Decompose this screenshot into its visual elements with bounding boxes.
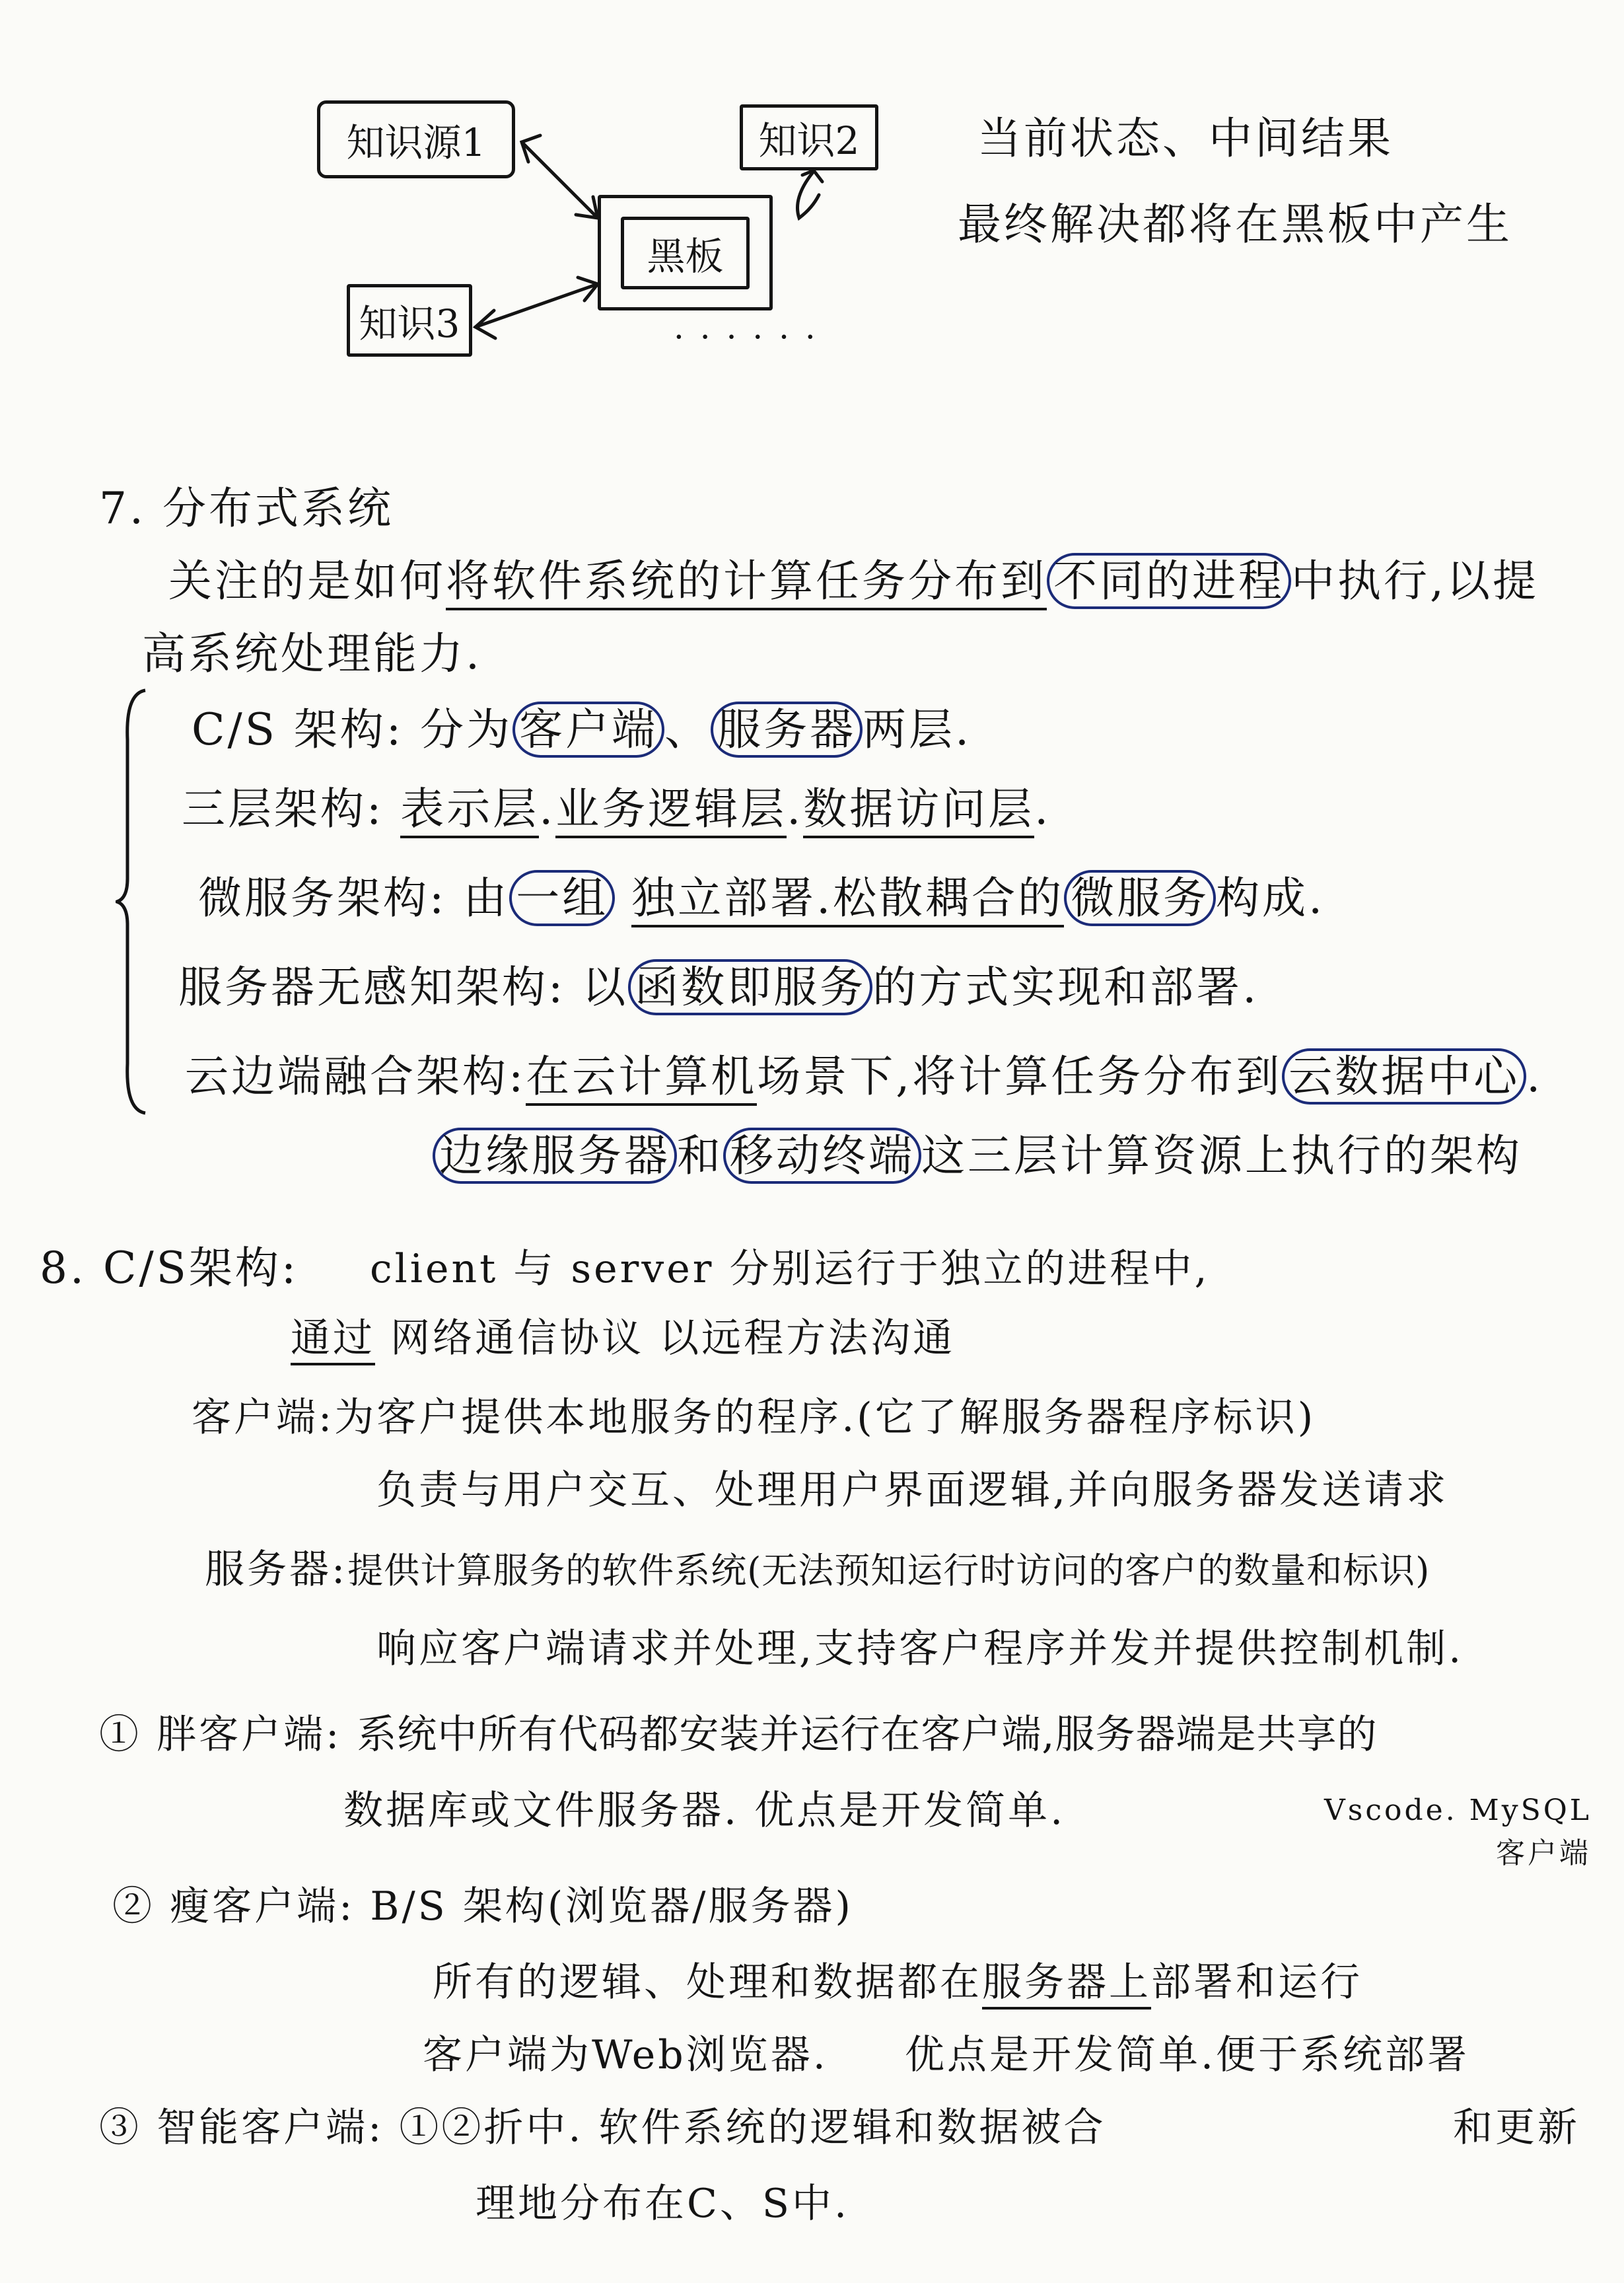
arch-ce-tail: . bbox=[1526, 1051, 1543, 1102]
arch-3t-business: 业务逻辑层 bbox=[555, 783, 787, 838]
arch-ce-mobile: 移动终端 bbox=[723, 1128, 921, 1184]
thin-client-line-2 bbox=[433, 1959, 1362, 2006]
cs-line-1: client 与 server 分别运行于独立的进程中, bbox=[370, 1246, 1210, 1292]
arch-3t-lead: 三层架构: bbox=[182, 783, 384, 834]
thin-client-def: B/S 架构(浏览器/服务器) bbox=[370, 1883, 853, 1930]
arch-cs-server: 服务器 bbox=[711, 702, 863, 758]
arch-3t-presentation: 表示层 bbox=[400, 783, 539, 838]
smart-client-update: 和更新 bbox=[1453, 2105, 1580, 2151]
desc-1-circled: 不同的进程 bbox=[1047, 553, 1291, 609]
smart-client-line-1 bbox=[99, 2104, 1106, 2152]
fat-client-line-2: 数据库或文件服务器. 优点是开发简单. bbox=[343, 1788, 1066, 1834]
arch-cs-client: 客户端 bbox=[512, 702, 664, 758]
arch-ce-mid: 场景下,将计算任务分布到 bbox=[757, 1051, 1283, 1102]
thin-client-line-1 bbox=[112, 1883, 853, 1930]
knowledge-source-2-label: 知识2 bbox=[758, 118, 860, 163]
arch-item-cloud-edge bbox=[185, 1050, 1543, 1103]
thin-client-advantage: 优点是开发简单.便于系统部署 bbox=[905, 2032, 1470, 2078]
cs-line-2-via: 通过 bbox=[291, 1315, 375, 1365]
desc-1-underlined: 将软件系统的计算任务分布到 bbox=[446, 556, 1047, 610]
arch-cs-lead: C/S 架构: 分为 bbox=[192, 704, 513, 755]
arch-ce-cloud-scene: 在云计算机 bbox=[526, 1051, 757, 1106]
arch-ms-tail: 构成. bbox=[1216, 873, 1325, 924]
arch-ce-and: 和 bbox=[677, 1130, 723, 1181]
fat-client-def: 系统中所有代码都安装并运行在客户端,服务器端是共享的 bbox=[357, 1712, 1378, 1758]
arch-ms-independent: 独立部署.松散耦合的 bbox=[631, 873, 1064, 927]
fat-client-example: Vscode. MySQL bbox=[1324, 1794, 1592, 1827]
diagram-note-2: 最终解决都将在黑板中产生 bbox=[958, 199, 1512, 250]
arch-item-three-tier bbox=[182, 783, 1051, 835]
client-label: 客户端: bbox=[192, 1395, 335, 1441]
arch-sl-lead: 服务器无感知架构: 以 bbox=[178, 962, 629, 1013]
thin-client-line-3: 客户端为Web浏览器. bbox=[423, 2032, 828, 2078]
section-7-heading: 7. 分布式系统 bbox=[99, 483, 394, 534]
smart-client-label: ③ 智能客户端: bbox=[99, 2105, 384, 2151]
client-line-1 bbox=[192, 1394, 1316, 1441]
arch-item-serverless bbox=[178, 961, 1259, 1013]
desc-1-tail: 中执行,以提 bbox=[1291, 556, 1539, 606]
smart-client-def: ①②折中. 软件系统的逻辑和数据被合 bbox=[399, 2105, 1106, 2151]
diagram-ellipsis: · · · · · · bbox=[674, 318, 818, 356]
arrow-ks1-blackboard bbox=[522, 142, 598, 218]
arch-3t-tail: . bbox=[1034, 783, 1051, 834]
fat-client-example-note: 客户端 bbox=[1496, 1836, 1591, 1870]
cs-line-2 bbox=[291, 1315, 955, 1362]
smart-client-line-2: 理地分布在C、S中. bbox=[476, 2181, 850, 2227]
arch-sl-faas: 函数即服务 bbox=[628, 959, 872, 1015]
section-7-desc-line-1 bbox=[168, 555, 1539, 607]
server-line-2: 响应客户端请求并处理,支持客户程序并发并提供控制机制. bbox=[376, 1626, 1464, 1672]
arch-cs-sep: 、 bbox=[664, 704, 711, 755]
arch-ms-lead: 微服务架构: 由 bbox=[198, 873, 510, 924]
server-label: 服务器: bbox=[205, 1546, 348, 1593]
arch-ce-lead: 云边端融合架构: bbox=[185, 1051, 526, 1102]
desc-1-lead: 关注的是如何 bbox=[168, 556, 446, 606]
arch-ms-microservice: 微服务 bbox=[1064, 870, 1216, 926]
diagram-note-1: 当前状态、中间结果 bbox=[977, 113, 1394, 164]
thin-client-deploy: 部署和运行 bbox=[1151, 1959, 1362, 2006]
fat-client-line-1 bbox=[99, 1711, 1377, 1758]
arch-item-cloud-edge-line-2 bbox=[433, 1130, 1522, 1182]
arch-ce-line2-tail: 这三层计算资源上执行的架构 bbox=[921, 1130, 1522, 1181]
arrow-ks2-blackboard bbox=[798, 173, 820, 218]
arch-ce-edge-server: 边缘服务器 bbox=[433, 1128, 677, 1184]
fat-client-label: ① 胖客户端: bbox=[99, 1712, 342, 1758]
cs-line-2-text: 网络通信协议 以远程方法沟通 bbox=[390, 1315, 956, 1361]
arch-3t-sep-1: . bbox=[539, 783, 556, 834]
arch-sl-tail: 的方式实现和部署. bbox=[872, 962, 1259, 1013]
thin-client-label: ② 瘦客户端: bbox=[112, 1883, 355, 1930]
server-def: 提供计算服务的软件系统(无法预知运行时访问的客户的数量和标识) bbox=[347, 1550, 1430, 1591]
client-line-2: 负责与用户交互、处理用户界面逻辑,并向服务器发送请求 bbox=[376, 1467, 1449, 1513]
section-7-desc-line-2: 高系统处理能力. bbox=[142, 628, 482, 679]
thin-client-on-server: 服务器上 bbox=[982, 1959, 1151, 2010]
server-line-1 bbox=[205, 1546, 1430, 1593]
client-def: 为客户提供本地服务的程序.(它了解服务器程序标识) bbox=[334, 1395, 1316, 1441]
arch-3t-data-access: 数据访问层 bbox=[803, 783, 1034, 838]
arrow-ks3-blackboard bbox=[476, 284, 598, 327]
knowledge-source-1-label: 知识源1 bbox=[346, 120, 486, 165]
arch-cs-tail: 两层. bbox=[863, 704, 972, 755]
architecture-brace-icon bbox=[116, 687, 149, 1116]
section-8-heading: 8. C/S架构: bbox=[40, 1243, 299, 1293]
arch-ms-group: 一组 bbox=[509, 870, 615, 926]
thin-client-logic: 所有的逻辑、处理和数据都在 bbox=[433, 1959, 982, 2006]
arch-3t-sep-2: . bbox=[787, 783, 804, 834]
arch-ce-datacenter: 云数据中心 bbox=[1282, 1048, 1526, 1105]
blackboard-label: 黑板 bbox=[647, 233, 724, 279]
arch-item-microservices bbox=[198, 872, 1325, 924]
knowledge-source-3-label: 知识3 bbox=[359, 301, 460, 346]
arch-item-cs bbox=[192, 704, 971, 756]
